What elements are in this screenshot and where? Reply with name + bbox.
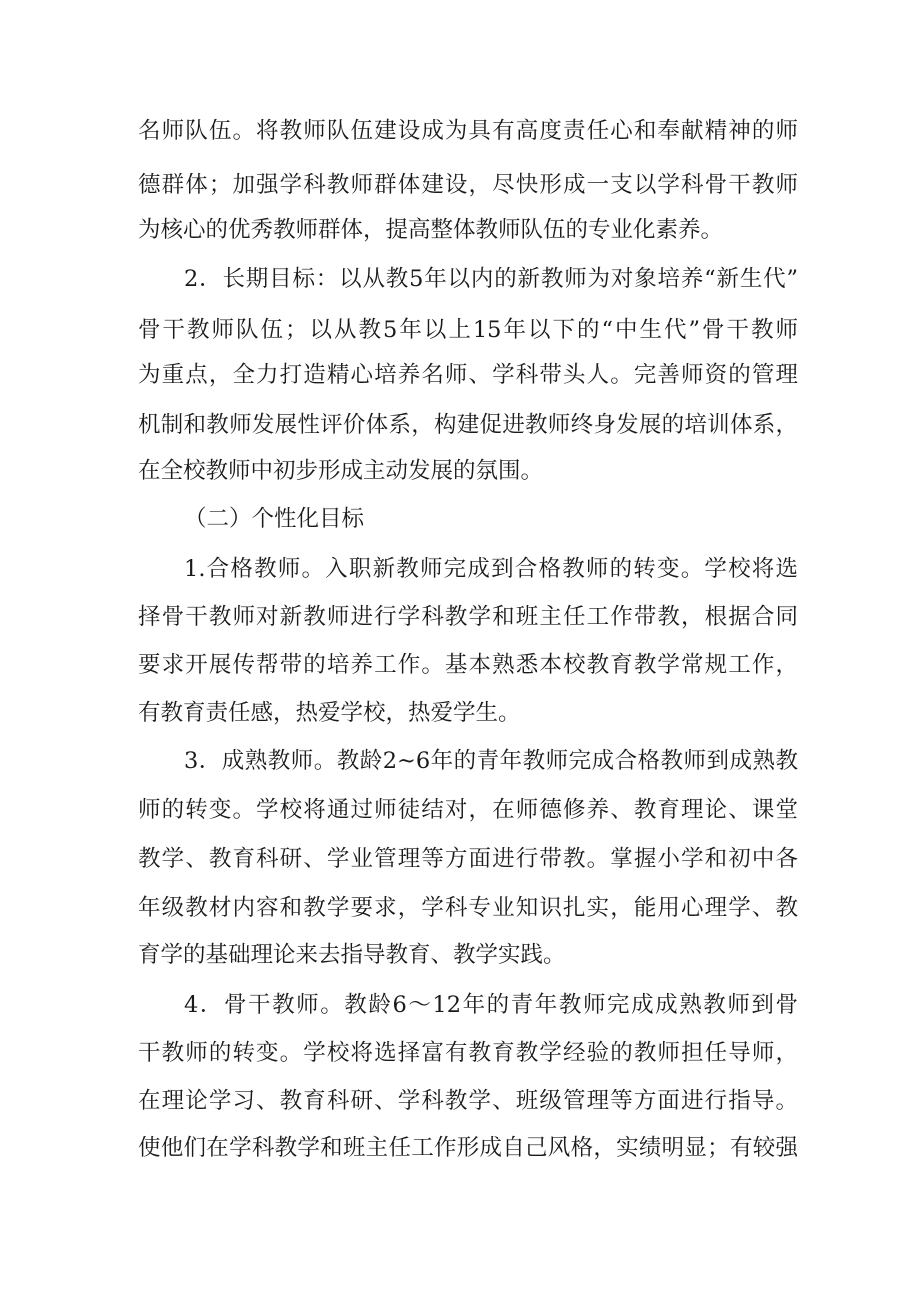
text-line: 名师队伍。将教师队伍建设成为具有高度责任心和奉献精神的师 (138, 118, 798, 144)
text-line: 2．长期目标：以从教5年以内的新教师为对象培养“新生代” (184, 266, 798, 292)
text-line: 为核心的优秀教师群体，提高整体教师队伍的专业化素养。 (138, 217, 724, 243)
text-line: 择骨干教师对新教师进行学科教学和班主任工作带教，根据合同 (138, 604, 798, 630)
text-line: 要求开展传帮带的培养工作。基本熟悉本校教育教学常规工作， (138, 652, 798, 678)
text-line: 1.合格教师。入职新教师完成到合格教师的转变。学校将选 (184, 556, 798, 582)
text-line: 在理论学习、教育科研、学科教学、班级管理等方面进行指导。 (138, 1088, 798, 1114)
text-line: 机制和教师发展性评价体系，构建促进教师终身发展的培训体系， (138, 412, 798, 438)
text-line: 3．成熟教师。教龄2~6年的青年教师完成合格教师到成熟教 (184, 748, 798, 774)
text-line: 骨干教师队伍；以从教5年以上15年以下的“中生代”骨干教师 (138, 317, 798, 343)
text-line: 育学的基础理论来去指导教育、教学实践。 (138, 942, 566, 968)
section-heading: （二）个性化目标 (184, 506, 365, 532)
text-line: 在全校教师中初步形成主动发展的氛围。 (138, 458, 544, 484)
text-line: 为重点，全力打造精心培养名师、学科带头人。完善师资的管理 (138, 362, 798, 388)
text-line: 使他们在学科教学和班主任工作形成自己风格，实绩明显；有较强 (138, 1135, 798, 1161)
text-line: 教学、教育科研、学业管理等方面进行带教。掌握小学和初中各 (138, 846, 798, 872)
text-line: 年级教材内容和教学要求，学科专业知识扎实，能用心理学、教 (138, 895, 798, 921)
text-line: 德群体；加强学科教师群体建设，尽快形成一支以学科骨干教师 (138, 172, 798, 198)
text-line: 4．骨干教师。教龄6～12年的青年教师完成成熟教师到骨 (184, 992, 798, 1018)
text-line: 师的转变。学校将通过师徒结对，在师德修养、教育理论、课堂 (138, 797, 798, 823)
text-line: 有教育责任感，热爱学校，热爱学生。 (138, 700, 521, 726)
text-line: 干教师的转变。学校将选择富有教育教学经验的教师担任导师， (138, 1040, 798, 1066)
